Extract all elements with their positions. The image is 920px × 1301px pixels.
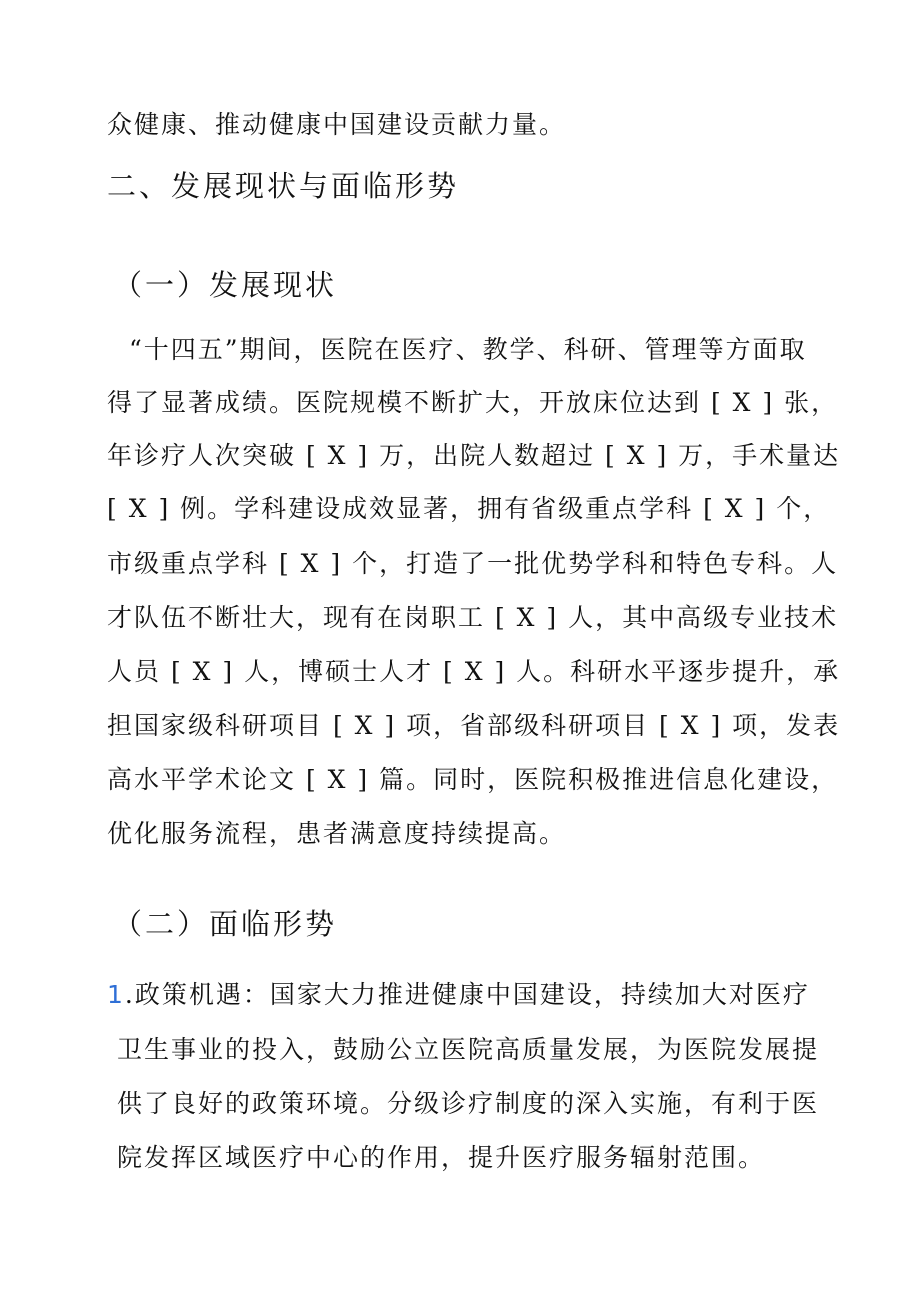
list-item-line: 院发挥区域医疗中心的作用，提升医疗服务辐射范围。: [117, 1143, 766, 1172]
list-item-first-line: [107, 977, 810, 1013]
paragraph-line: 市级重点学科 [ X ] 个，打造了一批优势学科和特色专科。人: [107, 549, 839, 578]
paragraph-line: 年诊疗人次突破 [ X ] 万，出院人数超过 [ X ] 万，手术量达: [107, 441, 841, 470]
paragraph-line: [ X ] 例。学科建设成效显著，拥有省级重点学科 [ X ] 个，: [107, 494, 831, 523]
section-heading: 二、发展现状与面临形势: [107, 169, 460, 203]
list-item-line: 供了良好的政策环境。分级诊疗制度的深入实施，有利于医: [117, 1089, 820, 1118]
paragraph-line: 人员 [ X ] 人，博硕士人才 [ X ] 人。科研水平逐步提升，承: [107, 657, 841, 686]
intro-tail-line: 众健康、推动健康中国建设贡献力量。: [107, 110, 567, 139]
paragraph-line: 担国家级科研项目 [ X ] 项，省部级科研项目 [ X ] 项，发表: [107, 711, 841, 740]
paragraph-line: 高水平学术论文 [ X ] 篇。同时，医院积极推进信息化建设，: [107, 765, 839, 794]
paragraph-line: 得了显著成绩。医院规模不断扩大，开放床位达到 [ X ] 张，: [107, 388, 839, 417]
paragraph-line: 才队伍不断壮大，现有在岗职工 [ X ] 人，其中高级专业技术: [107, 603, 839, 632]
list-item-line: 卫生事业的投入，鼓励公立医院高质量发展，为医院发展提: [117, 1035, 820, 1064]
list-item-text: .政策机遇：国家大力推进健康中国建设，持续加大对医疗: [124, 980, 810, 1009]
subsection-2-heading: （二）面临形势: [113, 907, 338, 941]
paragraph-line: “十四五”期间，医院在医疗、教学、科研、管理等方面取: [129, 335, 807, 364]
list-item-number: 1: [107, 980, 125, 1009]
paragraph-line: 优化服务流程，患者满意度持续提高。: [107, 819, 567, 848]
subsection-1-heading: （一）发展现状: [113, 268, 338, 302]
